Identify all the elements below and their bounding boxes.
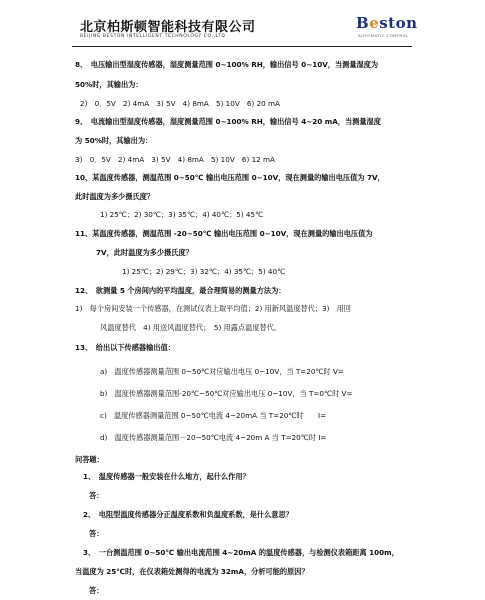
question-13-item-c: c) 温度传感器测量范围 0~50℃电流 4~20mA 当 T=20℃时 I= [100, 411, 327, 420]
question-10-line1: 10、某温度传感器，测温范围 0~50℃ 输出电压范围 0~10V，现在测量的输出电压值为 7V， [75, 173, 385, 182]
beston-logo [352, 14, 424, 42]
logo-subtitle: AUTOMATIC CONTROL [358, 33, 409, 38]
company-name-en: BEIJING BESTON INTELLIGENT TECHNOLOGY CO.,LTD [80, 34, 226, 39]
question-13-item-a: a) 温度传感器测量范围 0~50℃对应输出电压 0~10V，当 T=20℃时 V= [100, 367, 344, 376]
qa-question-1: 1、 温度传感器一般安装在什么地方，起什么作用？ [83, 472, 250, 481]
question-13-line1: 13、 给出以下传感器输出值： [75, 343, 175, 352]
question-11-line2: 7V，此时温度为多少摄氏度？ [96, 248, 193, 257]
question-12-option-line2: 风温度替代 4) 用送风温度替代； 5) 用露点温度替代。 [100, 323, 282, 332]
question-13-item-d: d) 温度传感器测量范围－20~50℃电流 4~20m A 当 T=20℃时 I= [100, 433, 327, 442]
qa-answer-3: 答： [89, 586, 104, 595]
qa-question-3-line1: 3、 一台测温范围 0~50℃ 输出电流范围 4~20mA 的温度传感器，与检测仪表箱距离 100m， [83, 548, 399, 557]
question-8-line2: 50%时，其输出为： [75, 80, 143, 89]
qa-question-2: 2、 电阻型温度传感器分正温度系数和负温度系数，是什么意思？ [83, 510, 293, 519]
question-13-item-b: b) 温度传感器测量范围-20℃~50℃对应输出电压 0~10V，当 T=0℃时 V= [100, 389, 353, 398]
qa-section-title: 问答题： [75, 455, 104, 464]
question-11-line1: 11、某温度传感器，测温范围 -20~50℃ 输出电压范围 0~10V，现在测量的输出电压值为 [75, 229, 373, 238]
question-8-options: 2) 0．5V 2) 4mA 3) 5V 4) 8mA 5) 10V 6) 20 mA [80, 99, 280, 108]
header-divider [72, 46, 412, 47]
question-10-options: 1) 25℃；2) 30℃；3) 35℃；4) 40℃；5) 45℃ [100, 210, 264, 219]
question-10-line2: 此时温度为多少摄氏度？ [75, 192, 155, 201]
question-11-options: 1) 25℃；2) 29℃；3) 32℃；4) 35℃；5) 40℃ [122, 267, 286, 276]
question-8-line1: 8、 电压输出型湿度传感器，湿度测量范围 0~100% RH，输出信号 0~10V，当测量湿度为 [75, 60, 379, 69]
logo-wordmark: Beston [356, 14, 418, 32]
qa-answer-2: 答： [89, 529, 104, 538]
question-12-option-line1: 1) 每个房间安装一个传感器，在测试仪表上取平均值；2) 用新风温度替代；3) 用回 [75, 304, 351, 313]
question-9-options: 3) 0．5V 2) 4mA 3) 5V 4) 8mA 5) 10V 6) 12 mA [75, 155, 275, 164]
qa-question-3-line2: 当温度为 25℃时，在仪表箱处测得的电流为 32mA，分析可能的原因？ [75, 567, 309, 576]
question-9-line1: 9、 电流输出型湿度传感器，湿度测量范围 0~100% RH，输出信号 4~20 mA，当测量湿度 [75, 117, 381, 126]
company-name-cn: 北京柏斯顿智能科技有限公司 [80, 20, 256, 35]
question-9-line2: 为 50%时，其输出为： [75, 136, 153, 145]
question-12-line1: 12、 欲测量 5 个房间内的平均温度，最合理简易的测量方法为： [75, 286, 286, 295]
qa-answer-1: 答： [89, 491, 104, 500]
letterhead [80, 6, 418, 44]
